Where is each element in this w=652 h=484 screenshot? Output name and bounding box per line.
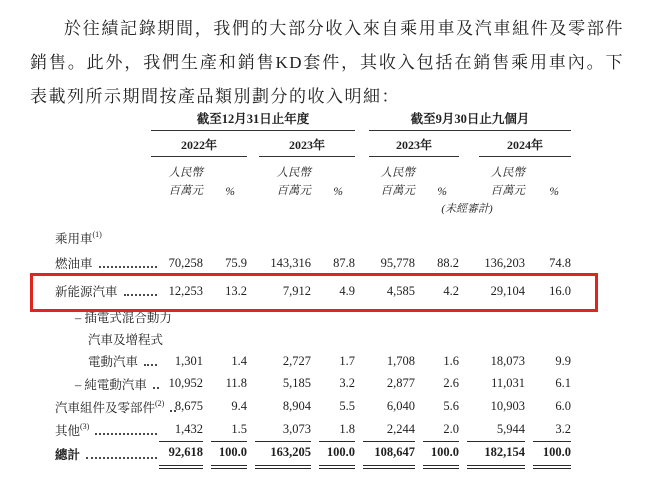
intro-paragraph: 於往績記錄期間，我們的大部分收入來自乘用車及汽車組件及零部件銷售。此外，我們生產和銷售KD套件，其收入包括在銷售乘用車內。下表載列所示期間按產品類別劃分的收入明細： [30, 19, 624, 106]
value-cell: 4,585 [386, 283, 415, 298]
value-cell: 10,903 [490, 399, 525, 413]
footnote-marker: (1) [92, 230, 102, 239]
unaudited-note: (未經審計) [441, 203, 493, 215]
value-cell: 1,708 [386, 353, 415, 368]
table-row [55, 306, 571, 328]
row-label: – 純電動汽車 [55, 375, 159, 393]
row-label: 新能源汽車 [55, 282, 159, 300]
row-label: 燃油車 [55, 254, 159, 272]
unit-million-label: 百萬元 [380, 185, 415, 197]
value-cell: 9.9 [555, 353, 571, 368]
unit-rmb-label: 人民幣 [168, 167, 203, 179]
value-cell: 88.2 [437, 255, 459, 270]
value-cell: 10,952 [168, 376, 203, 390]
table-row [55, 250, 571, 276]
value-cell: 3.2 [339, 376, 355, 390]
row-label: 汽車組件及零部件$^{(2)}$ [55, 398, 159, 416]
value-cell: 13.2 [225, 283, 247, 298]
table-row [55, 350, 571, 372]
value-cell: 100.0 [423, 439, 459, 469]
value-cell: 108,647 [363, 439, 415, 469]
value-cell: 11,031 [491, 376, 525, 390]
value-cell: 1.6 [443, 353, 459, 368]
value-cell: 2,877 [386, 376, 415, 390]
unit-million-label: 百萬元 [490, 185, 525, 197]
unit-row-rmb [55, 157, 571, 180]
value-cell: 4.9 [339, 283, 355, 298]
year-header-row [55, 131, 571, 157]
row-label: 總計 [55, 445, 159, 463]
unit-million-label: 百萬元 [276, 185, 311, 197]
value-cell: 6.0 [555, 399, 571, 413]
unit-rmb-label: 人民幣 [490, 167, 525, 179]
period-group-nine-month: 截至9月30日止九個月 [369, 109, 571, 131]
table-row [55, 418, 571, 441]
unaudited-note-row [55, 198, 571, 216]
value-cell: 2,244 [363, 418, 415, 442]
value-cell: 8,904 [282, 399, 311, 413]
dot-leader [170, 410, 176, 412]
revenue-table [55, 105, 571, 467]
dot-leader [86, 457, 157, 459]
row-label: – 插電式混合動力 [75, 311, 172, 325]
value-cell: 1.8 [319, 418, 355, 442]
value-cell: 75.9 [225, 255, 247, 270]
period-group-annual: 截至12月31日止年度 [151, 109, 355, 131]
value-cell: 5.5 [339, 399, 355, 413]
row-label: 其他$^{(3)}$ [55, 421, 159, 439]
value-cell: 74.8 [549, 255, 571, 270]
row-label: 電動汽車 [55, 352, 159, 370]
value-cell: 3.2 [533, 418, 571, 442]
table-row [55, 328, 571, 350]
value-cell: 92,618 [159, 439, 203, 469]
value-cell: 9.4 [231, 399, 247, 413]
value-cell: 182,154 [467, 439, 525, 469]
percent-header: % [333, 186, 343, 198]
table-body [55, 216, 571, 467]
value-cell: 1,301 [174, 353, 203, 368]
footnote-marker: (2) [155, 398, 165, 408]
value-cell: 100.0 [319, 439, 355, 469]
table-row [55, 372, 571, 395]
value-cell: 6,040 [386, 399, 415, 413]
value-cell: 100.0 [211, 439, 247, 469]
dot-leader [153, 387, 159, 389]
table-row [55, 216, 571, 250]
value-cell: 1.5 [211, 418, 247, 442]
table-row [55, 441, 571, 467]
table-row [55, 276, 571, 306]
value-cell: 5,944 [467, 418, 525, 442]
value-cell: 1.4 [231, 353, 247, 368]
dot-leader [144, 364, 157, 366]
year-2024-9m: 2024年 [479, 136, 571, 157]
value-cell: 12,253 [168, 283, 203, 298]
value-cell: 6.1 [555, 376, 571, 390]
value-cell: 143,316 [270, 255, 311, 270]
value-cell: 1.7 [339, 353, 355, 368]
value-cell: 5,185 [282, 376, 311, 390]
percent-header: % [549, 186, 559, 198]
value-cell: 1,432 [159, 418, 203, 442]
value-cell: 70,258 [168, 255, 203, 270]
year-2023-9m: 2023年 [369, 136, 459, 157]
value-cell: 5.6 [443, 399, 459, 413]
value-cell: 3,073 [255, 418, 311, 442]
value-cell: 2,727 [282, 353, 311, 368]
value-cell: 16.0 [549, 283, 571, 298]
value-cell: 29,104 [490, 283, 525, 298]
value-cell: 4.2 [443, 283, 459, 298]
value-cell: 11.8 [225, 376, 247, 390]
footnote-marker: (3) [80, 421, 90, 431]
dot-leader [95, 433, 157, 435]
unit-row-million [55, 180, 571, 198]
percent-header: % [225, 186, 235, 198]
table-row [55, 395, 571, 418]
row-label: 乘用車$^{(1)}$ [55, 230, 102, 246]
year-2023: 2023年 [259, 136, 355, 157]
value-cell: 163,205 [255, 439, 311, 469]
percent-header: % [437, 186, 447, 198]
period-group-row [55, 105, 571, 131]
value-cell: 100.0 [533, 439, 571, 469]
value-cell: 8,675 [174, 399, 203, 413]
value-cell: 2.6 [443, 376, 459, 390]
year-2022: 2022年 [151, 136, 247, 157]
value-cell: 136,203 [484, 255, 525, 270]
dot-leader [124, 294, 157, 296]
unit-million-label: 百萬元 [168, 185, 203, 197]
dot-leader [99, 266, 157, 268]
value-cell: 18,073 [490, 353, 525, 368]
value-cell: 2.0 [423, 418, 459, 442]
value-cell: 87.8 [333, 255, 355, 270]
unit-rmb-label: 人民幣 [380, 167, 415, 179]
value-cell: 7,912 [282, 283, 311, 298]
row-label: 汽車及增程式 [88, 333, 164, 347]
value-cell: 95,778 [380, 255, 415, 270]
unit-rmb-label: 人民幣 [276, 167, 311, 179]
